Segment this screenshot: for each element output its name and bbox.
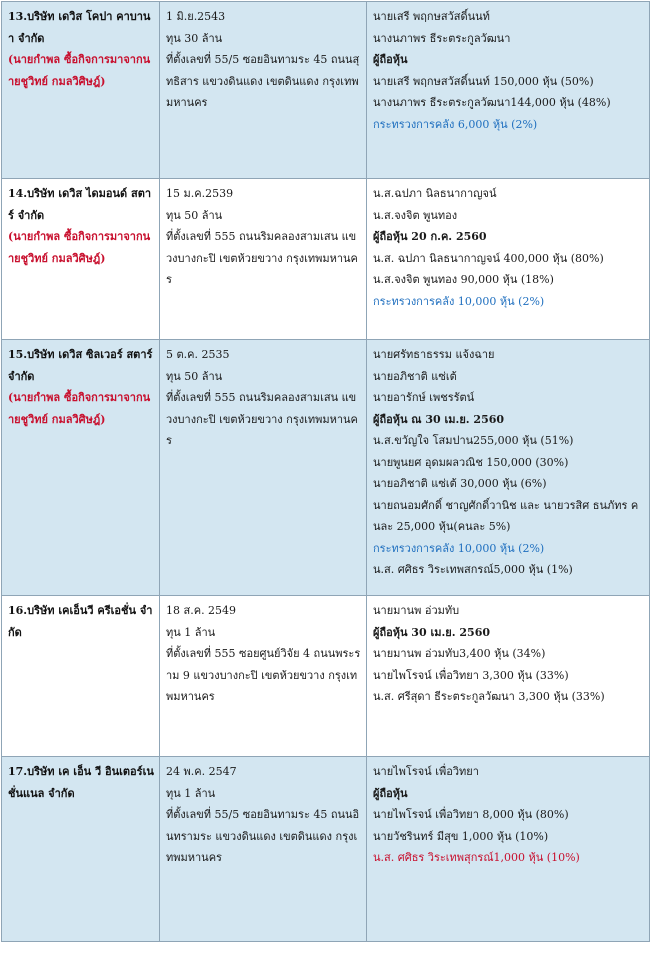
capital: ทุน 50 ล้าน xyxy=(166,369,223,383)
company-cell xyxy=(2,596,160,757)
person-line: น.ส.ขวัญใจ โสมปาน255,000 หุ้น (51%) xyxy=(373,434,574,447)
shareholders-heading: ผู้ถือหุ้น xyxy=(373,53,408,66)
person-line: น.ส.ฉปภา นิลธนากาญจน์ xyxy=(373,187,497,200)
person-line: นายมานพ อ่วมทับ xyxy=(373,604,460,617)
details-cell xyxy=(160,2,367,179)
person-line: นายอารักษ์ เพชรรัตน์ xyxy=(373,391,475,404)
person-line: นายเสรี พฤกษสวัสดิ์นนท์ 150,000 หุ้น (50%) xyxy=(373,74,594,88)
company-name: 13.บริษัท เดวิส โคปา คาบานา จำกัด xyxy=(8,10,151,45)
registration-date: 5 ต.ค. 2535 xyxy=(166,348,230,361)
address: ที่ตั้งเลขที่ 555 ถนนริมคลองสามเสน แขวงบางกะปิ เขตห้วยขวาง กรุงเทพมหานคร xyxy=(166,230,358,286)
company-cell xyxy=(2,179,160,340)
person-line: น.ส. ศศิธร วิระเทพสกรณ์5,000 หุ้น (1%) xyxy=(373,563,573,576)
acquisition-note: (นายกำพล ซื้อกิจการมาจากนายชูวิทย์ กมลวิศิษฎ์) xyxy=(8,53,151,88)
table-body xyxy=(2,2,650,942)
address: ที่ตั้งเลขที่ 55/5 ซอยอินทามระ 45 ถนนสุทธิสาร แขวงดินแดง เขตดินแดง กรุงเทพมหานคร xyxy=(166,53,360,109)
company-name: 17.บริษัท เค เอ็น วี อินเตอร์เนชั่นแนล จำกัด xyxy=(8,765,154,800)
person-line: นายมานพ อ่วมทับ3,400 หุ้น (34%) xyxy=(373,647,546,660)
table-row xyxy=(2,179,650,340)
details-cell xyxy=(160,596,367,757)
person-line: นายไพโรจน์ เพื่อวิทยา 8,000 หุ้น (80%) xyxy=(373,808,569,821)
details-cell xyxy=(160,179,367,340)
person-line: นายเสรี พฤกษสวัสดิ์นนท์ xyxy=(373,10,490,23)
acquisition-note: (นายกำพล ซื้อกิจการมาจากนายชูวิทย์ กมลวิศิษฎ์) xyxy=(8,391,151,426)
table-row xyxy=(2,2,650,179)
person-line: นายอภิชาติ แซ่เต้ xyxy=(373,369,457,383)
person-line: นายพูนยศ อุดมผลวณิช 150,000 (30%) xyxy=(373,455,569,469)
person-line: น.ส.จงจิต พูนทอง 90,000 หุ้น (18%) xyxy=(373,273,554,286)
people-cell xyxy=(367,340,650,596)
company-cell xyxy=(2,757,160,942)
company-name: 16.บริษัท เคเอ็นวี ครีเอชั่น จำกัด xyxy=(8,604,153,639)
person-line: นายไพโรจน์ เพื่อวิทยา 3,300 หุ้น (33%) xyxy=(373,668,569,682)
person-line: นางนภาพร ธีระตระกูลวัฒนา xyxy=(373,31,511,45)
shareholders-heading: ผู้ถือหุ้น 20 ก.ค. 2560 xyxy=(373,230,487,243)
details-cell xyxy=(160,340,367,596)
person-line: นายไพโรจน์ เพื่อวิทยา xyxy=(373,765,479,778)
person-line: น.ส. ศศิธร วิระเทพสุกรณ์1,000 หุ้น (10%) xyxy=(373,851,580,864)
person-line: น.ส. ฉปภา นิลธนากาญจน์ 400,000 หุ้น (80%) xyxy=(373,251,604,265)
registration-date: 15 ม.ค.2539 xyxy=(166,187,234,200)
shareholders-heading: ผู้ถือหุ้น 30 เม.ย. 2560 xyxy=(373,625,491,639)
people-cell xyxy=(367,596,650,757)
registration-date: 18 ส.ค. 2549 xyxy=(166,604,237,617)
people-cell xyxy=(367,757,650,942)
registration-date: 24 พ.ค. 2547 xyxy=(166,765,237,778)
registration-date: 1 มิ.ย.2543 xyxy=(166,10,226,23)
capital: ทุน 1 ล้าน xyxy=(166,625,216,639)
address: ที่ตั้งเลขที่ 555 ถนนริมคลองสามเสน แขวงบางกะปิ เขตห้วยขวาง กรุงเทพมหานคร xyxy=(166,391,358,447)
person-line: กระทรวงการคลัง 10,000 หุ้น (2%) xyxy=(373,294,545,308)
capital: ทุน 30 ล้าน xyxy=(166,31,223,45)
person-line: น.ส. ศรีสุดา ธีระตระกูลวัฒนา 3,300 หุ้น (33%) xyxy=(373,690,605,703)
person-line: นางนภาพร ธีระตระกูลวัฒนา144,000 หุ้น (48%) xyxy=(373,96,611,109)
person-line: กระทรวงการคลัง 6,000 หุ้น (2%) xyxy=(373,117,538,131)
person-line: นายวัชรินทร์ มีสุข 1,000 หุ้น (10%) xyxy=(373,829,549,843)
company-name: 14.บริษัท เดวิส ไดมอนด์ สตาร์ จำกัด xyxy=(8,187,152,222)
details-cell xyxy=(160,757,367,942)
people-cell xyxy=(367,2,650,179)
company-cell xyxy=(2,2,160,179)
table-row xyxy=(2,757,650,942)
address: ที่ตั้งเลขที่ 55/5 ซอยอินทามระ 45 ถนนอินทรามระ แขวงดินแดง เขตดินแดง กรุงเทพมหานคร xyxy=(166,808,360,864)
acquisition-note: (นายกำพล ซื้อกิจการมาจากนายชูวิทย์ กมลวิศิษฎ์) xyxy=(8,230,151,265)
company-name: 15.บริษัท เดวิส ซิลเวอร์ สตาร์ จำกัด xyxy=(8,348,153,383)
person-line: นายศรัทธาธรรม แจ้งฉาย xyxy=(373,348,495,361)
person-line: กระทรวงการคลัง 10,000 หุ้น (2%) xyxy=(373,541,545,555)
people-cell xyxy=(367,179,650,340)
address: ที่ตั้งเลขที่ 555 ซอยศูนย์วิจัย 4 ถนนพระราม 9 แขวงบางกะปิ เขตห้วยขวาง กรุงเทพมหานคร xyxy=(166,647,361,703)
capital: ทุน 50 ล้าน xyxy=(166,208,223,222)
person-line: นายถนอมศักดิ์ ชาญศักดิ์วานิช และ นายวรสิศ ธนภัทร คนละ 25,000 หุ้น(คนละ 5%) xyxy=(373,498,639,533)
table-row xyxy=(2,340,650,596)
table-row xyxy=(2,596,650,757)
shareholders-heading: ผู้ถือหุ้น ณ 30 เม.ย. 2560 xyxy=(373,412,505,426)
person-line: นายอภิชาติ แซ่เต้ 30,000 หุ้น (6%) xyxy=(373,477,547,490)
company-table xyxy=(1,1,650,942)
company-cell xyxy=(2,340,160,596)
capital: ทุน 1 ล้าน xyxy=(166,786,216,800)
person-line: น.ส.จงจิต พูนทอง xyxy=(373,208,458,222)
shareholders-heading: ผู้ถือหุ้น xyxy=(373,786,408,800)
